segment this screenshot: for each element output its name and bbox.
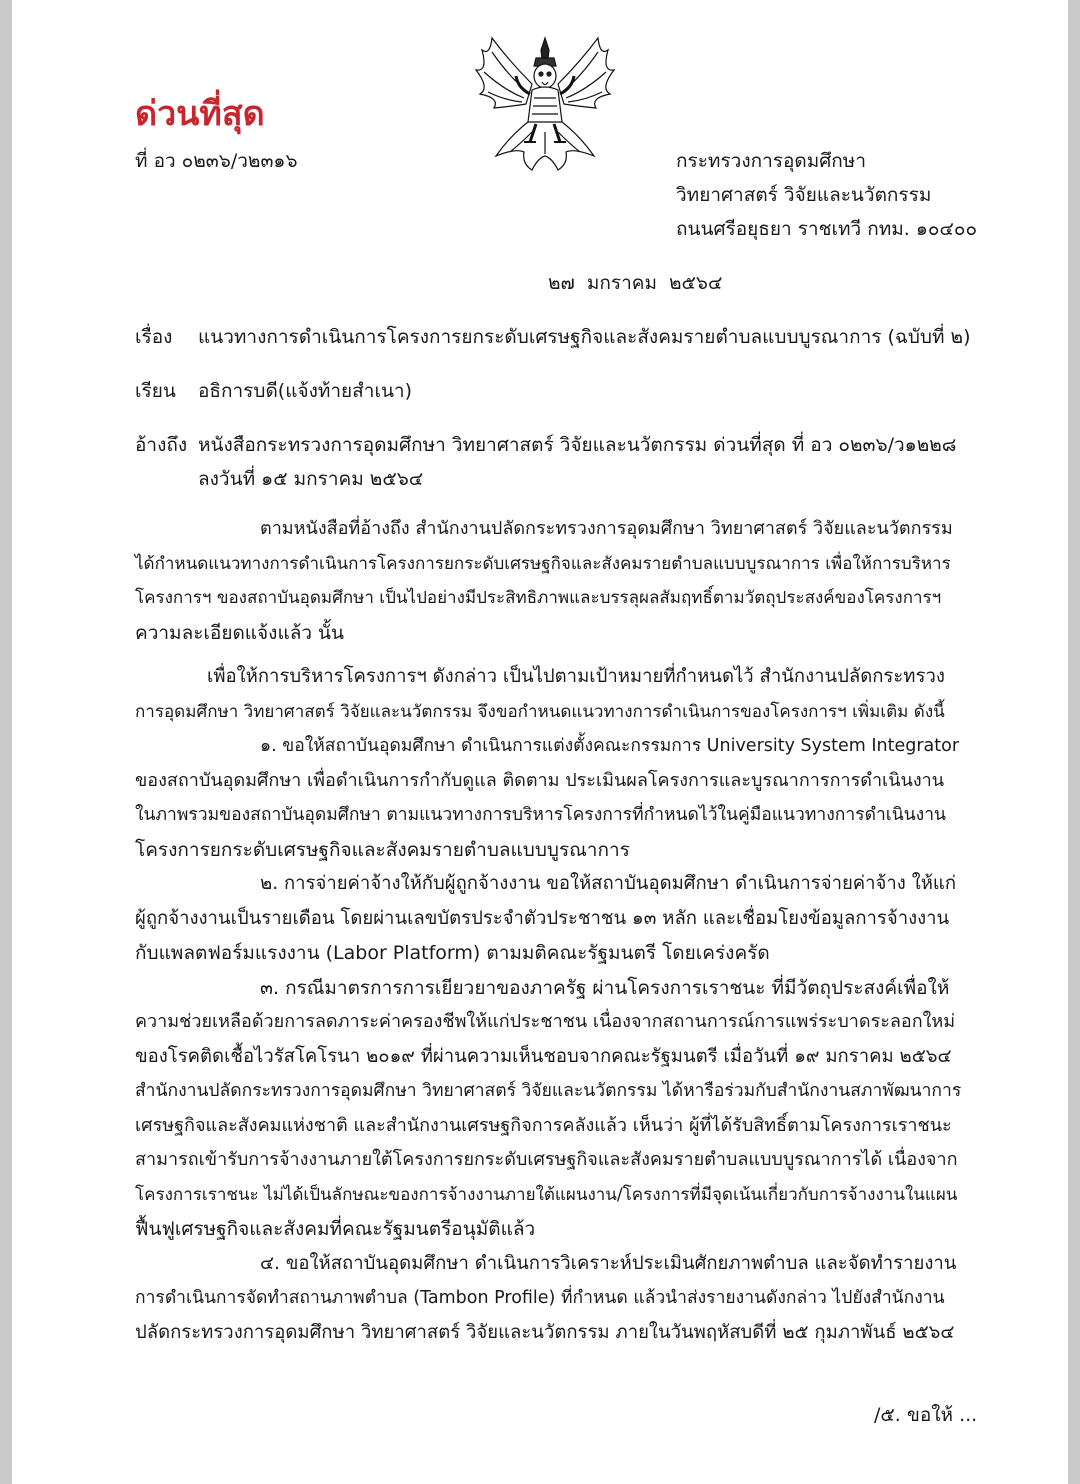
reference-line: ลงวันที่ ๑๕ มกราคม ๒๕๖๔: [198, 468, 424, 490]
reference-label: อ้างถึง: [135, 434, 188, 456]
body-line: การดำเนินการจัดทำสถานภาพตำบล (Tambon Profile) ที่กำหนด แล้วนำส่งรายงานดังกล่าว ไปยังสำนักงาน: [135, 1288, 945, 1308]
reference-line: หนังสือกระทรวงการอุดมศึกษา วิทยาศาสตร์ วิจัยและนวัตกรรม ด่วนที่สุด ที่ อว ๐๒๓๖/ว๑๒๒๘: [198, 434, 957, 456]
ministry-address-line: วิทยาศาสตร์ วิจัยและนวัตกรรม: [676, 184, 932, 206]
body-line: ความละเอียดแจ้งแล้ว นั้น: [135, 621, 345, 644]
body-paragraph-1: [135, 512, 963, 650]
ministry-address-line: ถนนศรีอยุธยา ราชเทวี กทม. ๑๐๔๐๐: [676, 218, 978, 240]
body-line: ความช่วยเหลือด้วยการลดภาระค่าครองชีพให้แก่ประชาชน เนื่องจากสถานการณ์การแพร่ระบาดระลอกใหม่: [135, 1011, 956, 1032]
body-line: ของสถาบันอุดมศึกษา เพื่อดำเนินการกำกับดูแล ติดตาม ประเมินผลโครงการและบูรณาการการดำเนินงาน: [135, 769, 945, 791]
body-line: ๒. การจ่ายค่าจ้างให้กับผู้ถูกจ้างงาน ขอให้สถาบันอุดมศึกษา ดำเนินการจ่ายค่าจ้าง ให้แก่: [260, 873, 957, 894]
body-line: ของโรคติดเชื้อไวรัสโคโรนา ๒๐๑๙ ที่ผ่านความเห็นชอบจากคณะรัฐมนตรี เมื่อวันที่ ๑๙ มกราคม ๒๕๖๔: [135, 1045, 952, 1067]
document-date: ๒๗ มกราคม ๒๕๖๔: [548, 272, 723, 294]
body-line: สำนักงานปลัดกระทรวงการอุดมศึกษา วิทยาศาสตร์ วิจัยและนวัตกรรม ได้หารือร่วมกับสำนักงานสภาพัฒนาการ: [135, 1081, 962, 1101]
body-line: สามารถเข้ารับการจ้างงานภายใต้โครงการยกระดับเศรษฐกิจและสังคมรายตำบลแบบบูรณาการได้ เนื่องจาก: [135, 1149, 958, 1170]
body-line: โครงการฯ ของสถาบันอุดมศึกษา เป็นไปอย่างมีประสิทธิภาพและบรรลุผลสัมฤทธิ์ตามวัตถุประสงค์ของโครงการฯ: [135, 588, 942, 608]
subject-text: แนวทางการดำเนินการโครงการยกระดับเศรษฐกิจและสังคมรายตำบลแบบบูรณาการ (ฉบับที่ ๒): [198, 326, 971, 348]
body-line: เศรษฐกิจและสังคมแห่งชาติ และสำนักงานเศรษฐกิจการคลังแล้ว เห็นว่า ผู้ที่ได้รับสิทธิ์ตามโครงการเราชนะ: [135, 1114, 952, 1136]
ministry-address-line: กระทรวงการอุดมศึกษา: [676, 150, 866, 172]
subject-label: เรื่อง: [135, 326, 173, 348]
body-line: ได้กำหนดแนวทางการดำเนินการโครงการยกระดับเศรษฐกิจและสังคมรายตำบลแบบบูรณาการ เพื่อให้การบริหาร: [135, 553, 951, 574]
body-line: โครงการเราชนะ ไม่ได้เป็นลักษณะของการจ้างงานภายใต้แผนงาน/โครงการที่มีจุดเน้นเกี่ยวกับการจ้างงานในแผน: [135, 1184, 958, 1205]
document-number: ที่ อว ๐๒๓๖/ว๒๓๑๖: [135, 150, 298, 172]
body-line: กับแพลตฟอร์มแรงงาน (Labor Platform) ตามมติคณะรัฐมนตรี โดยเคร่งครัด: [135, 942, 770, 964]
body-line: ในภาพรวมของสถาบันอุดมศึกษา ตามแนวทางการบริหารโครงการที่กำหนดไว้ในคู่มือแนวทางการดำเนินงาน: [135, 805, 947, 825]
body-paragraph-2: [135, 660, 963, 1350]
body-line: ผู้ถูกจ้างงานเป็นรายเดือน โดยผ่านเลขบัตรประจำตัวประชาชน ๑๓ หลัก และเชื่อมโยงข้อมูลการจ้างงาน: [135, 907, 950, 929]
body-line: ๓. กรณีมาตรการการเยียวยาของภาครัฐ ผ่านโครงการเราชนะ ที่มีวัตถุประสงค์เพื่อให้: [260, 976, 950, 999]
garuda-emblem-icon: [470, 32, 620, 174]
body-line: การอุดมศึกษา วิทยาศาสตร์ วิจัยและนวัตกรรม จึงขอกำหนดแนวทางการดำเนินการของโครงการฯ เพิ่มเติม ดังนี้: [135, 701, 945, 722]
to-label: เรียน: [135, 380, 176, 402]
body-line: ๑. ขอให้สถาบันอุดมศึกษา ดำเนินการแต่งตั้งคณะกรรมการ University System Integrator: [260, 736, 960, 756]
body-line: ตามหนังสือที่อ้างถึง สำนักงานปลัดกระทรวงการอุดมศึกษา วิทยาศาสตร์ วิจัยและนวัตกรรม: [260, 518, 953, 539]
to-text: อธิการบดี(แจ้งท้ายสำเนา): [198, 380, 413, 402]
urgency-heading: ด่วนที่สุด: [135, 94, 265, 134]
continued-next-page: /๕. ขอให้ ...: [874, 1404, 978, 1426]
body-line: เพื่อให้การบริหารโครงการฯ ดังกล่าว เป็นไปตามเป้าหมายที่กำหนดไว้ สำนักงานปลัดกระทรวง: [207, 666, 945, 687]
body-line: ปลัดกระทรวงการอุดมศึกษา วิทยาศาสตร์ วิจัยและนวัตกรรม ภายในวันพฤหัสบดีที่ ๒๕ กุมภาพันธ์ ๒๕๖๔: [135, 1321, 955, 1343]
body-line: โครงการยกระดับเศรษฐกิจและสังคมรายตำบลแบบบูรณาการ: [135, 838, 630, 861]
body-line: ฟื้นฟูเศรษฐกิจและสังคมที่คณะรัฐมนตรีอนุมัติแล้ว: [135, 1218, 536, 1240]
body-line: ๔. ขอให้สถาบันอุดมศึกษา ดำเนินการวิเคราะห์ประเมินศักยภาพตำบล และจัดทำรายงาน: [260, 1252, 957, 1274]
